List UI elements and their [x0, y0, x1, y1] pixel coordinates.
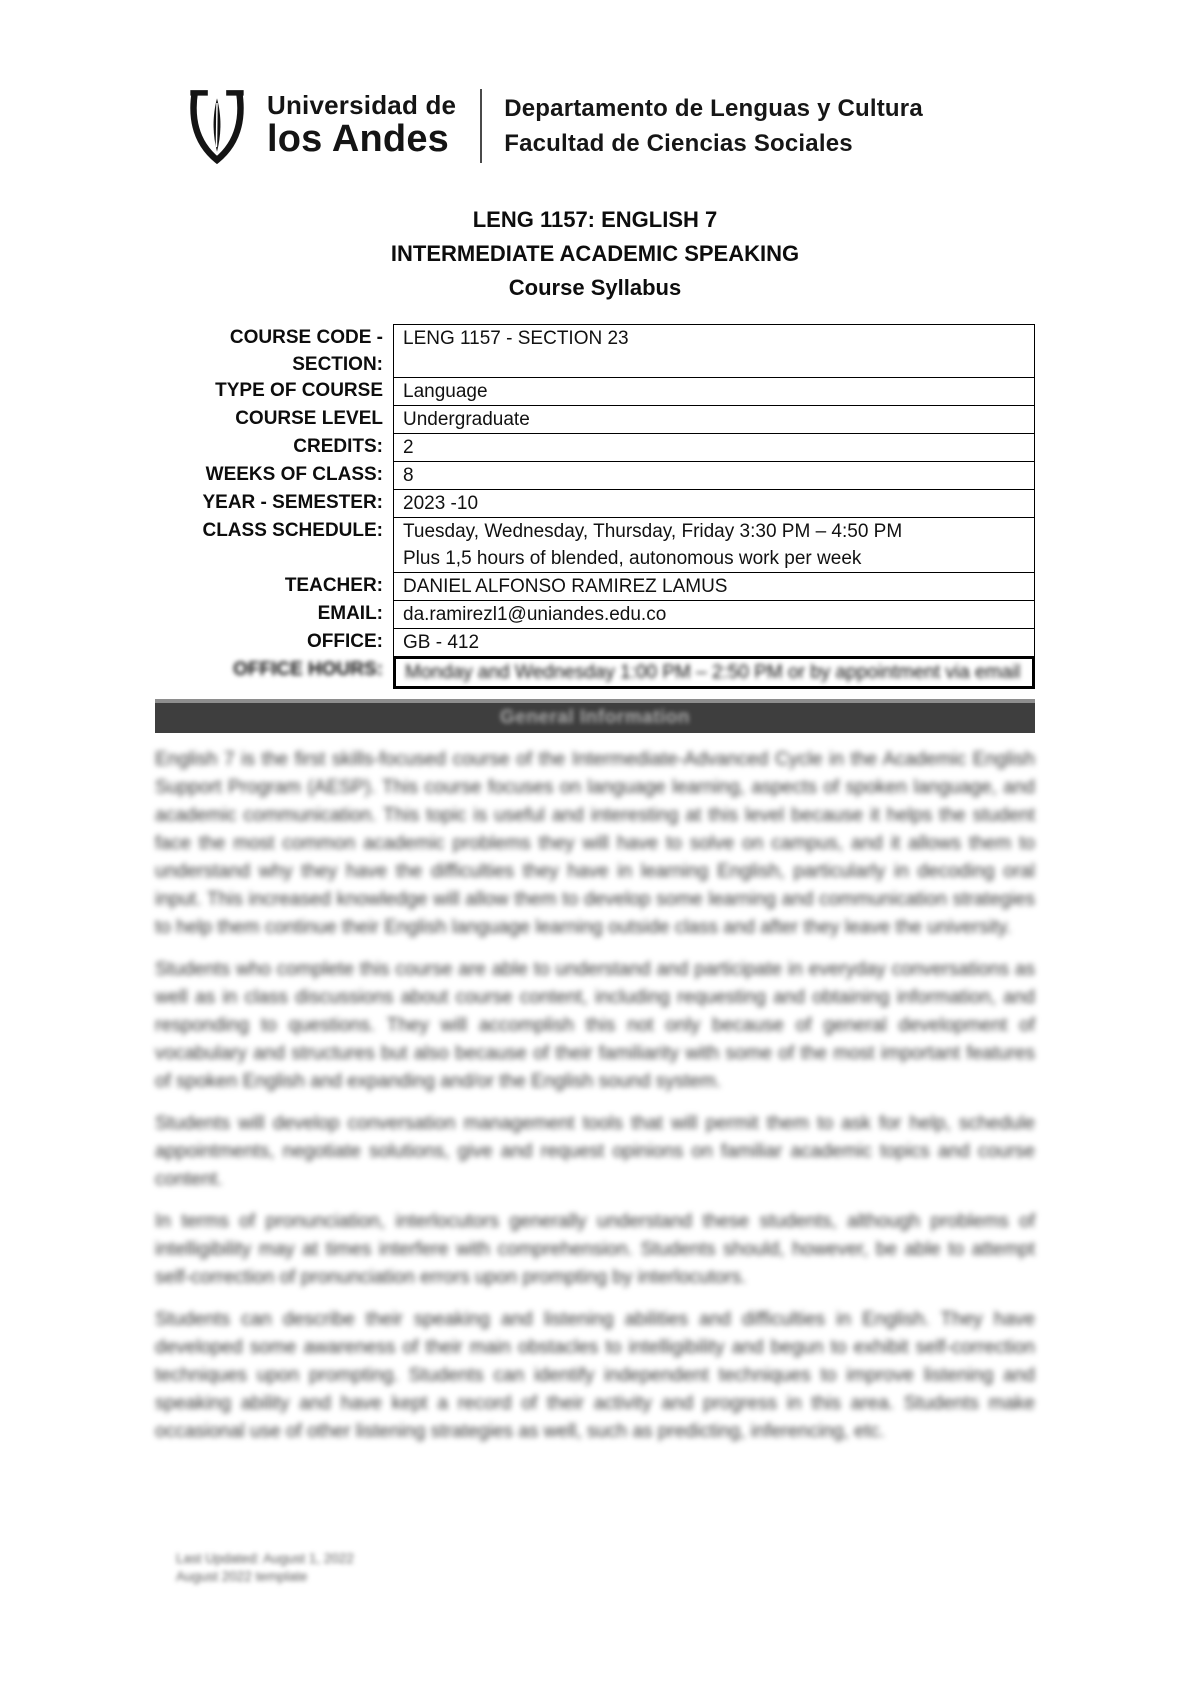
course-name-title: INTERMEDIATE ACADEMIC SPEAKING [390, 241, 800, 266]
info-table [155, 325, 1035, 689]
row-value [393, 600, 1035, 629]
row-value-line: Language [403, 381, 488, 402]
row-label: CREDITS: [293, 436, 383, 457]
row-value-line: GB - 412 [403, 632, 480, 653]
row-value-line: LENG 1157 - SECTION 23 [403, 328, 629, 349]
row-value-line: Monday and Wednesday 1:00 PM – 2:50 PM or by appointment via email [405, 662, 1021, 683]
uniandes-shield-icon [183, 86, 251, 166]
logo-line-2: los Andes [267, 117, 449, 160]
table-row [155, 628, 1035, 657]
row-value-line: DANIEL ALFONSO RAMIREZ LAMUS [403, 576, 728, 597]
table-row [155, 324, 1035, 378]
row-value [393, 572, 1035, 601]
row-value [393, 461, 1035, 490]
course-code-title: LENG 1157: ENGLISH 7 [472, 207, 718, 232]
table-row [155, 572, 1035, 601]
body-paragraph: English 7 is the first skills-focused course of the Intermediate-Advanced Cycle in the Academic English Support Program (AESP). This course focuses on language learning, aspects of spoken language, and academic communication. This topic is useful and interesting at this level because it helps the student face the most common academic problems they will have to solve on campus, and it allows them to understand why they have the difficulties they have in learning English, particularly in decoding oral input. This increased knowledge will allow them to develop some learning and communication strategies to help them continue their English language learning outside class and after they leave the university. [155, 749, 1035, 938]
row-value-line: Plus 1,5 hours of blended, autonomous work per week [403, 548, 862, 569]
row-value [393, 628, 1035, 657]
table-row [155, 489, 1035, 518]
row-label: COURSE LEVEL [235, 408, 383, 429]
university-header [183, 86, 923, 166]
course-title-block [0, 203, 1190, 305]
section-heading-text: General Information [499, 707, 691, 728]
body-paragraph: Students can describe their speaking and listening abilities and difficulties in English. They have developed some awareness of their main obstacles to intelligibility and begun to exhibit self-correction techniques upon prompting. Students can identify independent techniques to improve listening and speaking ability and have kept a record of their activity and progress in this area. Students make occasional use of other listening strategies as well, such as predicting, inferencing, etc. [155, 1309, 1035, 1442]
footer-line-1: Last Updated: August 1, 2022 [176, 1551, 354, 1566]
row-label: TEACHER: [284, 575, 383, 596]
row-label: COURSE CODE - SECTION: [229, 327, 383, 375]
row-label: EMAIL: [317, 603, 383, 624]
table-row [155, 656, 1035, 689]
page-footer [176, 1550, 354, 1586]
table-row [155, 461, 1035, 490]
table-row [155, 433, 1035, 462]
row-value-line: 2 [403, 437, 414, 458]
body-paragraph: In terms of pronunciation, interlocutors generally understand these students, although problems of intelligibility may at times interfere with comprehension. Students should, however, be able to attempt self-correction of pronunciation errors upon prompting by interlocutors. [155, 1211, 1035, 1288]
row-value [393, 405, 1035, 434]
body-paragraphs [155, 746, 1035, 1460]
row-value-line: Tuesday, Wednesday, Thursday, Friday 3:30 PM – 4:50 PM [403, 521, 903, 542]
row-value [393, 377, 1035, 406]
table-row [155, 517, 1035, 573]
row-value-line: da.ramirezl1@uniandes.edu.co [403, 604, 667, 625]
row-value-line: 2023 -10 [403, 493, 479, 514]
syllabus-subtitle: Course Syllabus [508, 275, 682, 300]
table-row [155, 405, 1035, 434]
faculty-name: Facultad de Ciencias Sociales [504, 130, 853, 157]
body-paragraph: Students who complete this course are able to understand and participate in everyday conversations as well as in class discussions about course content, including requesting and obtaining information, and responding to questions. They will accomplish this not only because of general development of vocabulary and structures but also because of their familiarity with some of the most important features of spoken English and expanding and/or the English sound system. [155, 959, 1035, 1092]
row-label: TYPE OF COURSE [215, 380, 383, 401]
row-label: YEAR - SEMESTER: [202, 492, 383, 513]
table-row [155, 600, 1035, 629]
header-divider [480, 89, 482, 163]
row-value [393, 656, 1035, 689]
row-value [393, 517, 1035, 573]
row-label: CLASS SCHEDULE: [202, 520, 383, 541]
row-value [393, 489, 1035, 518]
row-value-line: 8 [403, 465, 414, 486]
footer-line-2: August 2022 template [176, 1569, 308, 1584]
logo-wordmark [267, 92, 456, 159]
body-paragraph: Students will develop conversation management tools that will permit them to ask for help, schedule appointments, negotiate solutions, give and request opinions on familiar academic topics and course content. [155, 1113, 1035, 1190]
department-name: Departamento de Lenguas y Cultura [504, 95, 923, 122]
department-block [504, 91, 923, 161]
row-value [393, 433, 1035, 462]
table-row [155, 377, 1035, 406]
row-value-line: Undergraduate [403, 409, 530, 430]
section-heading-band [155, 699, 1035, 733]
row-label: WEEKS OF CLASS: [205, 464, 383, 485]
logo-line-1: Universidad de [267, 90, 457, 121]
row-label: OFFICE: [307, 631, 383, 652]
row-label: OFFICE HOURS: [233, 659, 383, 680]
row-value [393, 324, 1035, 378]
